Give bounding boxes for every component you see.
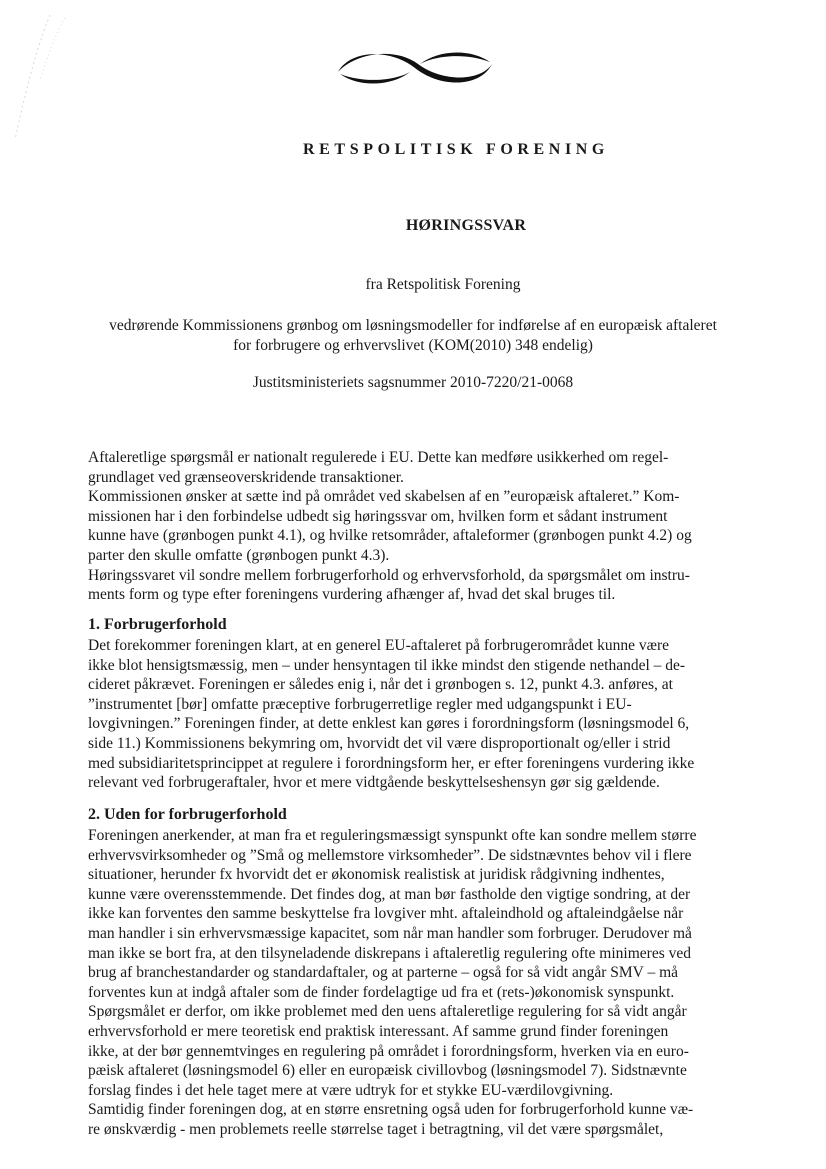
text-line: parter den skulle omfatte (grønbogen punkt 4.3). — [88, 546, 390, 564]
text-line: lovgivningen.” Foreningen finder, at dette enklest kan gøres i forordningsform (løsningsmodel 6, — [88, 715, 690, 733]
case-number: Justitsministeriets sagsnummer 2010-7220/21-0068 — [252, 374, 574, 391]
text-line: Samtidig finder foreningen dog, at en større ensretning også uden for forbrugerforhold kunne væ- — [88, 1101, 694, 1119]
text-line: erhvervsforhold er mere teoretisk end praktisk interessant. Af samme grund finder foreningen — [88, 1022, 669, 1040]
text-line: grundlaget ved grænseoverskridende transaktioner. — [88, 468, 404, 486]
text-line: re ønskværdig - men problemets reelle størrelse taget i betragtning, vil det være spørgsmålet, — [88, 1120, 664, 1138]
organization-logo — [330, 42, 500, 94]
text-line: situationer, herunder fx hvorvidt det er økonomisk realistisk at juridisk rådgivning indhentes, — [88, 866, 665, 884]
intro-text — [88, 448, 740, 605]
text-line: missionen har i den forbindelse udbedt sig høringssvar om, hvilken form et sådant instrument — [88, 507, 668, 525]
text-line: kunne have (grønbogen punkt 4.1), og hvilke retsområder, aftaleformer (grønbogen punkt 4.2) og — [88, 527, 692, 545]
text-line: Aftaleretlige spørgsmål er nationalt regulerede i EU. Dette kan medføre usikkerhed om regel- — [88, 449, 669, 466]
text-line: forventes kun at indgå aftaler som de finder fordelagtige ud fra et (rets-)økonomisk synspunkt. — [88, 983, 675, 1001]
margin-scribble — [10, 10, 100, 150]
text-line: Det forekommer foreningen klart, at en generel EU-aftaleret på forbrugerområdet kunne være — [88, 637, 669, 654]
text-line: ”instrumentet [bør] omfatte præceptive forbrugerretlige regler med udgangspunkt i EU- — [88, 695, 632, 713]
organization-name: RETSPOLITISK FORENING — [303, 141, 609, 158]
text-line: kunne være overensstemmende. Det findes dog, at man bør fastholde den vigtige sondring, at der — [88, 885, 691, 903]
section-2-text — [88, 826, 740, 1140]
section-1-heading: 1. Forbrugerforhold — [88, 616, 227, 633]
text-line: ments form og type efter foreningens vurdering afhænger af, hvad det skal bruges til. — [88, 586, 616, 604]
text-line: ikke blot hensigtsmæssig, men – under hensyntagen til ikke mindst den stigende nethandel – de- — [88, 656, 686, 674]
subject-line-1: vedrørende Kommissionens grønbog om løsningsmodeller for indførelse af en europæisk aftaleret — [109, 317, 717, 334]
from-line: fra Retspolitisk Forening — [365, 276, 521, 293]
text-line: Spørgsmålet er derfor, om ikke problemet med den uens aftaleretlige regulering for så vidt angår — [88, 1003, 687, 1021]
text-line: Foreningen anerkender, at man fra et reguleringsmæssigt synspunkt ofte kan sondre mellem større — [88, 827, 697, 844]
document-title-row — [0, 217, 826, 235]
document-title: HØRINGSSVAR — [405, 217, 527, 234]
organization-name-row — [0, 141, 826, 159]
text-line: pæisk aftaleret (løsningsmodel 6) eller en europæisk civillovbog (løsningsmodel 7). Sidstnævnte — [88, 1062, 687, 1080]
section-1-text — [88, 636, 740, 793]
text-line: forslag findes i det hele taget mere at være udtryk for et stykke EU-værdilovgivning. — [88, 1081, 614, 1099]
text-line: erhvervsvirksomheder og ”Små og mellemstore virksomheder”. De sidstnævntes behov vil i flere — [88, 846, 692, 864]
text-line: Høringssvaret vil sondre mellem forbrugerforhold og erhvervsforhold, da spørgsmålet om instru- — [88, 566, 690, 584]
section-2-heading: 2. Uden for forbrugerforhold — [88, 806, 287, 823]
text-line: Kommissionen ønsker at sætte ind på området ved skabelsen af en ”europæisk aftaleret.” Kom- — [88, 488, 680, 506]
text-line: man handler i sin erhvervsmæssige kapacitet, som når man handler som forbruger. Derudover må — [88, 924, 692, 942]
text-line: ikke, at der bør gennemtvinges en regulering på området i forordningsform, hverken via en euro- — [88, 1042, 689, 1060]
text-line: side 11.) Kommissionens bekymring om, hvorvidt det vil være disproportionalt og/eller i strid — [88, 734, 671, 752]
text-line: med subsidiaritetsprincippet at regulere i forordningsform her, er efter foreningens vurdering ikke — [88, 754, 695, 772]
text-line: brug af branchestandarder og standardaftaler, og at parterne – også for så vidt angår SMV – må — [88, 964, 679, 982]
text-line: man ikke se bort fra, at den tilsyneladende diskrepans i aftaleretlig regulering ofte minimeres ved — [88, 944, 691, 962]
text-line: cideret påkrævet. Foreningen er således enig i, når det i grønbogen s. 12, punkt 4.3. anføres, at — [88, 676, 673, 694]
subject-line-2: for forbrugere og erhvervslivet (KOM(2010) 348 endelig) — [233, 337, 593, 354]
text-line: ikke kan forventes den samme beskyttelse fra lovgiver mht. aftaleindhold og aftaleindgåelse når — [88, 905, 684, 923]
text-line: relevant ved forbrugeraftaler, hvor et mere vidtgående beskyttelseshensyn gør sig gældende. — [88, 774, 660, 792]
from-line-row — [0, 275, 826, 295]
